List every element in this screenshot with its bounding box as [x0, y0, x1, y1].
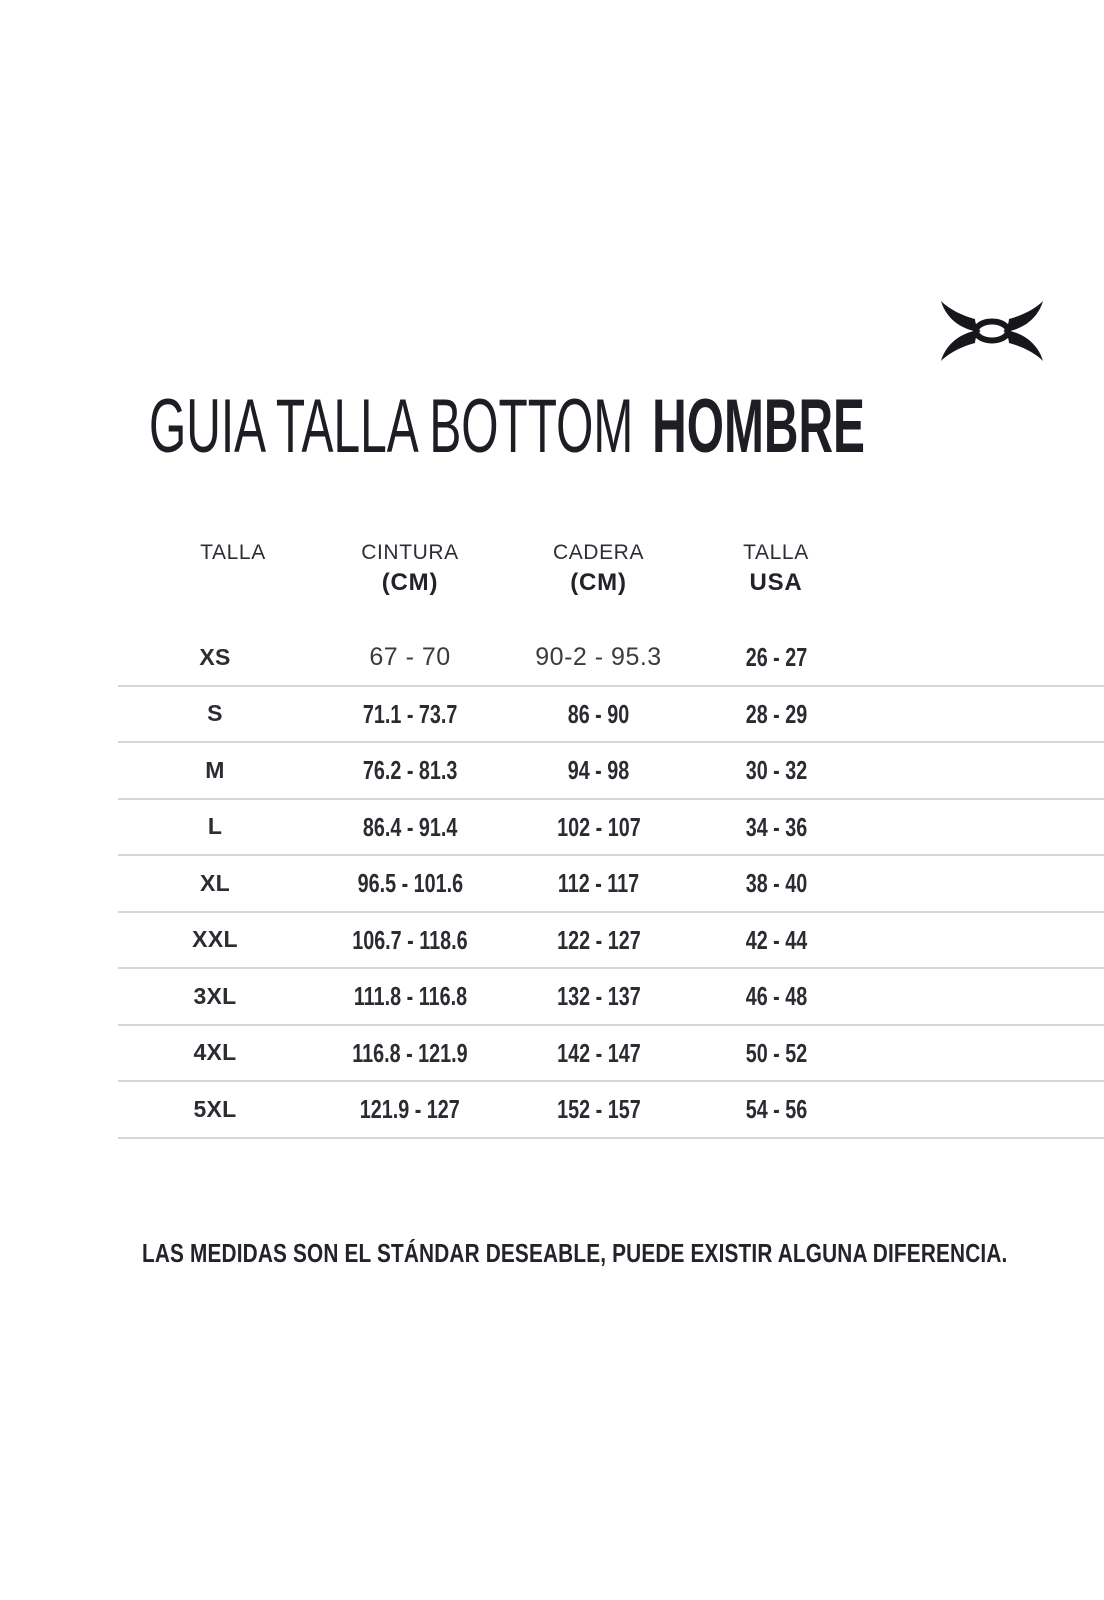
talla-usa-cell: 42 - 44: [745, 924, 807, 955]
cadera-cell: 132 - 137: [556, 981, 641, 1012]
talla-usa-cell: 46 - 48: [745, 981, 807, 1012]
talla-usa-cell: 54 - 56: [745, 1094, 807, 1125]
size-table-body: [118, 630, 1104, 1139]
cintura-cell: 86.4 - 91.4: [362, 811, 458, 842]
table-row: [118, 913, 1104, 970]
cintura-cell: 106.7 - 118.6: [352, 924, 468, 955]
talla-cell: XXL: [192, 926, 238, 953]
header-talla-usa: TALLA USA: [743, 541, 809, 596]
talla-cell: 5XL: [193, 1095, 237, 1122]
under-armour-logo-icon: [937, 299, 1047, 363]
talla-usa-cell: 26 - 27: [745, 642, 807, 673]
talla-cell: M: [205, 756, 225, 783]
cadera-cell: 90-2 - 95.3: [535, 642, 662, 671]
header-cadera: CADERA (CM): [552, 541, 645, 596]
cadera-cell: 152 - 157: [556, 1094, 641, 1125]
cadera-cell: 142 - 147: [556, 1037, 641, 1068]
talla-usa-cell: 34 - 36: [745, 811, 807, 842]
table-row: [118, 743, 1104, 800]
cintura-cell: 116.8 - 121.9: [352, 1037, 468, 1068]
cintura-cell: 76.2 - 81.3: [362, 755, 458, 786]
table-row: [118, 800, 1104, 857]
header-cintura: CINTURA (CM): [361, 541, 459, 596]
cintura-cell: 67 - 70: [369, 642, 451, 671]
table-row: [118, 969, 1104, 1026]
cadera-cell: 112 - 117: [557, 868, 640, 899]
table-row: [118, 687, 1104, 744]
page-title-main: GUIA TALLA BOTTOM: [149, 384, 634, 469]
talla-usa-cell: 30 - 32: [745, 755, 807, 786]
talla-usa-cell: 28 - 29: [745, 698, 807, 729]
cintura-cell: 71.1 - 73.7: [362, 698, 458, 729]
cintura-cell: 96.5 - 101.6: [357, 868, 463, 899]
talla-cell: 4XL: [193, 1039, 237, 1066]
table-row: [118, 1026, 1104, 1083]
talla-cell: XL: [200, 869, 230, 896]
talla-usa-cell: 38 - 40: [745, 868, 807, 899]
cadera-cell: 86 - 90: [567, 698, 630, 729]
header-talla: TALLA: [200, 541, 266, 564]
size-table-header: [118, 542, 1104, 595]
talla-cell: 3XL: [193, 982, 237, 1009]
talla-cell: XS: [199, 643, 231, 670]
cadera-cell: 94 - 98: [567, 755, 630, 786]
page-title-highlight: HOMBRE: [652, 384, 865, 469]
cintura-cell: 121.9 - 127: [360, 1094, 460, 1125]
cadera-cell: 102 - 107: [556, 811, 641, 842]
cadera-cell: 122 - 127: [556, 924, 641, 955]
page-title: [149, 384, 865, 469]
talla-cell: L: [207, 813, 223, 840]
talla-usa-cell: 50 - 52: [745, 1037, 807, 1068]
table-row: [118, 630, 1104, 687]
table-row: [118, 856, 1104, 913]
table-row: [118, 1082, 1104, 1139]
talla-cell: S: [207, 700, 223, 727]
footer-note: LAS MEDIDAS SON EL STÁNDAR DESEABLE, PUEDE EXISTIR ALGUNA DIFERENCIA.: [142, 1238, 1008, 1268]
cintura-cell: 111.8 - 116.8: [353, 981, 467, 1012]
